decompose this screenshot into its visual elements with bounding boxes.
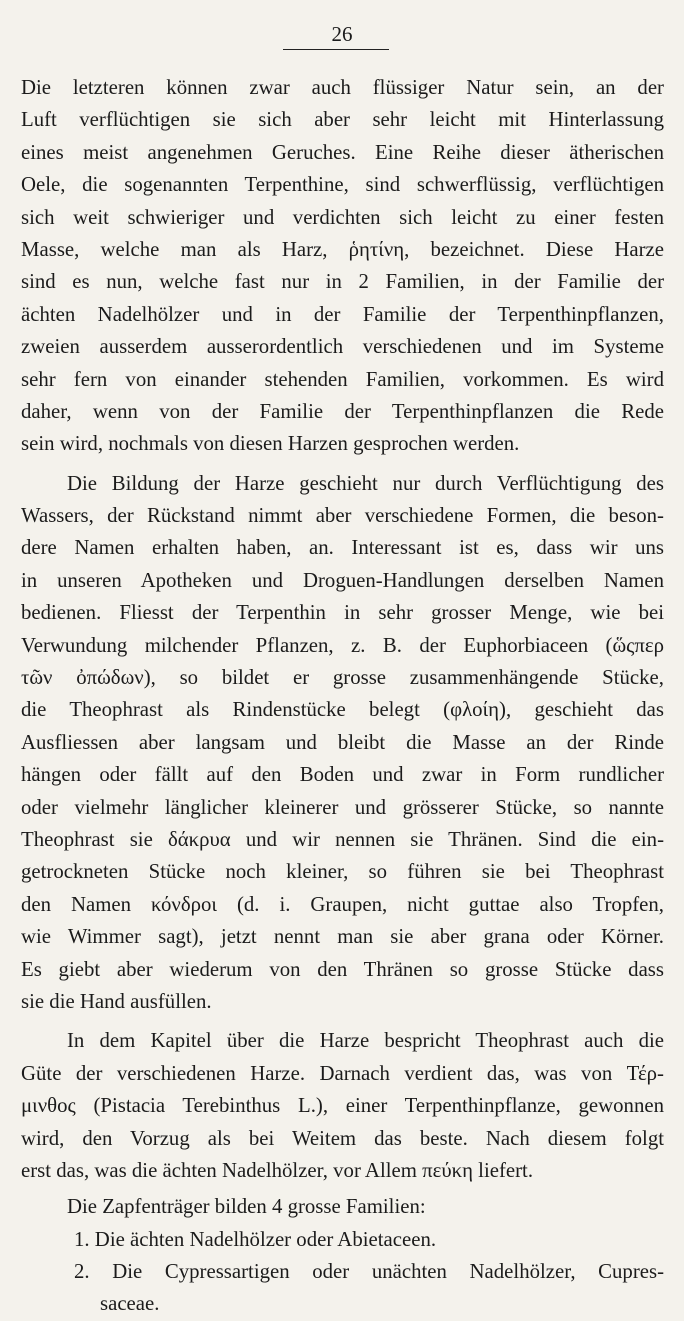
- text-line: Es giebt aber wiederum von den Thränen so grosse Stücke dass: [21, 957, 664, 981]
- text-line: Die Bildung der Harze geschieht nur durch Verflüchtigung des: [67, 471, 664, 495]
- text-line: In dem Kapitel über die Harze bespricht Theophrast auch die: [67, 1029, 664, 1053]
- text-line: Wassers, der Rückstand nimmt aber verschiedene Formen, die beson-: [21, 504, 664, 528]
- text-line: Masse, welche man als Harz, ῥητίνη, bezeichnet. Diese Harze: [21, 237, 664, 261]
- text-line: erst das, was die ächten Nadelhölzer, vor Allem πεύκη liefert.: [21, 1158, 534, 1182]
- text-line: eines meist angenehmen Geruches. Eine Reihe dieser ätherischen: [21, 140, 664, 164]
- text-line: sind es nun, welche fast nur in 2 Familien, in der Familie der: [21, 270, 664, 294]
- paragraph-gap: [21, 1018, 664, 1025]
- text-line: wie Wimmer sagt), jetzt nennt man sie aber grana oder Körner.: [21, 925, 664, 949]
- text-line: wird, den Vorzug als bei Weitem das beste. Nach diesem folgt: [21, 1126, 664, 1150]
- text-line: hängen oder fällt auf den Boden und zwar in Form rundlicher: [21, 763, 664, 787]
- list-item-line: 1. Die ächten Nadelhölzer oder Abietaceen.: [74, 1227, 437, 1251]
- text-line: zweien ausserdem ausserordentlich verschiedenen und im Systeme: [21, 335, 664, 359]
- paragraph-gap: [21, 461, 664, 468]
- text-line: sehr fern von einander stehenden Familien, vorkommen. Es wird: [21, 367, 664, 391]
- text-line: daher, wenn von der Familie der Terpenthinpflanzen die Rede: [21, 399, 664, 423]
- text-line: sie die Hand ausfüllen.: [21, 989, 212, 1013]
- page-number-rule: [283, 49, 389, 50]
- text-line: die Theophrast als Rindenstücke belegt (φλοίη), geschieht das: [21, 698, 664, 722]
- text-line: Oele, die sogenannten Terpenthine, sind schwerflüssig, verflüchtigen: [21, 173, 664, 197]
- body-text: [21, 72, 664, 1321]
- text-line: ächten Nadelhölzer und in der Familie der Terpenthinpflanzen,: [21, 302, 664, 326]
- page-number: 26: [331, 22, 353, 46]
- text-line: oder vielmehr länglicher kleinerer und grösserer Stücke, so nannte: [21, 795, 664, 819]
- text-line: sein wird, nochmals von diesen Harzen gesprochen werden.: [21, 432, 520, 456]
- text-line: Die Zapfenträger bilden 4 grosse Familien:: [67, 1195, 426, 1219]
- text-line: Verwundung milchender Pflanzen, z. B. der Euphorbiaceen (ὥςπερ: [21, 633, 664, 657]
- list-item-line: 2. Die Cypressartigen oder unächten Nadelhölzer, Cupres-: [74, 1260, 664, 1284]
- text-line: τῶν ὀπώδων), so bildet er grosse zusammenhängende Stücke,: [21, 666, 664, 690]
- text-line: sich weit schwieriger und verdichten sich leicht zu einer festen: [21, 205, 664, 229]
- text-line: den Namen κόνδροι (d. i. Graupen, nicht guttae also Tropfen,: [21, 892, 664, 916]
- text-line: in unseren Apotheken und Droguen-Handlungen derselben Namen: [21, 568, 664, 592]
- text-line: bedienen. Fliesst der Terpenthin in sehr grosser Menge, wie bei: [21, 601, 664, 625]
- list-item-line: saceae.: [100, 1292, 160, 1316]
- text-line: Theophrast sie δάκρυα und wir nennen sie Thränen. Sind die ein-: [21, 827, 664, 851]
- text-line: getrockneten Stücke noch kleiner, so führen sie bei Theophrast: [21, 860, 664, 884]
- text-line: μινθος (Pistacia Terebinthus L.), einer Terpenthinpflanze, gewonnen: [21, 1094, 664, 1118]
- text-line: Ausfliessen aber langsam und bleibt die Masse an der Rinde: [21, 730, 664, 754]
- text-line: Güte der verschiedenen Harze. Darnach verdient das, was von Τέρ-: [21, 1061, 664, 1085]
- text-line: Luft verflüchtigen sie sich aber sehr leicht mit Hinterlassung: [21, 108, 664, 132]
- text-line: dere Namen erhalten haben, an. Interessant ist es, dass wir uns: [21, 536, 664, 560]
- text-line: Die letzteren können zwar auch flüssiger Natur sein, an der: [21, 76, 664, 99]
